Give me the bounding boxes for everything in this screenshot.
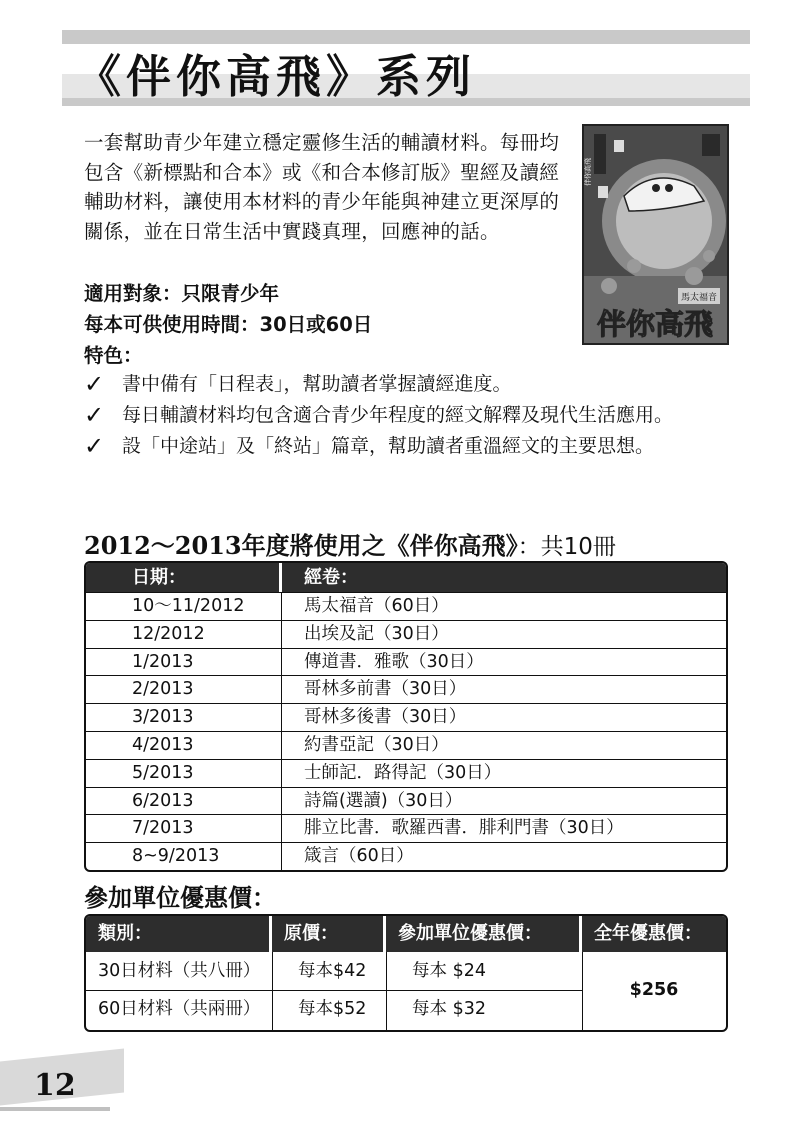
- table-row: [86, 592, 726, 620]
- cover-illustration: [584, 126, 727, 343]
- schedule-date: 10～11/2012: [86, 593, 282, 620]
- price-original: 每本$42: [298, 961, 367, 981]
- schedule-book: 箴言（60日）: [304, 846, 414, 867]
- schedule-title-text: 2012～2013年度將使用之《伴你高飛》: [84, 531, 518, 560]
- page-number: 12: [34, 1068, 76, 1103]
- book-cover-image: [582, 124, 729, 345]
- schedule-date: 4/2013: [86, 732, 282, 759]
- check-icon: ✓: [84, 370, 105, 398]
- schedule-book: 腓立比書．歌羅西書．腓利門書（30日）: [304, 818, 624, 839]
- schedule-book: 約書亞記（30日）: [304, 734, 449, 755]
- schedule-date: 1/2013: [86, 649, 282, 676]
- intro-paragraph: 一套幫助青少年建立穩定靈修生活的輔讀材料。每冊均包含《新標點和合本》或《和合本修訂版》聖經及讀經輔助材料，讓使用本材料的青少年能與神建立更深厚的關係，並在日常生活中實踐真理，回應神的話。: [84, 131, 560, 243]
- feature-item: [84, 370, 734, 399]
- audience-line: 適用對象：只限青少年: [84, 282, 280, 305]
- schedule-header-book: 經卷：: [304, 567, 358, 588]
- cover-title: 伴你高飛: [596, 307, 714, 341]
- feature-text: 每日輔讀材料均包含適合青少年程度的經文解釋及現代生活應用。: [122, 404, 674, 426]
- schedule-table: [84, 561, 728, 872]
- schedule-book: 傳道書．雅歌（30日）: [304, 651, 484, 672]
- schedule-book: 出埃及記（30日）: [304, 623, 449, 644]
- price-category: 30日材料（共八冊）: [98, 961, 261, 981]
- table-row: [86, 759, 726, 787]
- feature-item: [84, 432, 734, 461]
- schedule-book: 哥林多後書（30日）: [304, 707, 467, 728]
- feature-text: 書中備有「日程表」，幫助讀者掌握讀經進度。: [122, 373, 512, 395]
- features-label: 特色：: [84, 344, 143, 367]
- check-icon: ✓: [84, 432, 105, 460]
- schedule-header-row: [86, 563, 726, 592]
- schedule-title: [84, 526, 616, 561]
- table-row: [86, 620, 726, 648]
- price-original: 每本$52: [298, 999, 367, 1019]
- schedule-date: 7/2013: [86, 815, 282, 842]
- table-row: [86, 731, 726, 759]
- column-divider: [386, 952, 387, 1030]
- feature-text: 設「中途站」及「終站」篇章，幫助讀者重溫經文的主要思想。: [122, 435, 655, 457]
- price-header-category: 類別：: [86, 916, 272, 952]
- annual-price: $256: [629, 980, 679, 1000]
- table-row: [86, 648, 726, 676]
- price-category: 60日材料（共兩冊）: [98, 999, 261, 1019]
- table-row: [86, 814, 726, 842]
- table-row: [86, 787, 726, 815]
- check-icon: ✓: [84, 401, 105, 429]
- schedule-date: 2/2013: [86, 676, 282, 703]
- price-member: 每本 $24: [412, 961, 486, 981]
- schedule-date: 8~9/2013: [86, 843, 282, 870]
- features-list: [84, 370, 734, 463]
- price-member: 每本 $32: [412, 999, 486, 1019]
- price-header-original: 原價：: [272, 916, 386, 952]
- feature-item: [84, 401, 734, 430]
- page-title: 《伴你高飛》系列: [76, 50, 477, 103]
- price-header-annual: 全年優惠價：: [582, 916, 726, 952]
- schedule-book: 詩篇(選讀)（30日）: [304, 790, 463, 811]
- table-row: [86, 675, 726, 703]
- schedule-date: 3/2013: [86, 704, 282, 731]
- schedule-header-date: 日期：: [86, 563, 282, 592]
- page-number-underline: [0, 1107, 110, 1111]
- schedule-date: 6/2013: [86, 788, 282, 815]
- schedule-book: 馬太福音（60日）: [304, 596, 449, 616]
- column-divider: [272, 952, 273, 1030]
- price-title: 參加單位優惠價：: [84, 883, 276, 912]
- schedule-book: 士師記．路得記（30日）: [304, 762, 502, 783]
- schedule-date: 5/2013: [86, 760, 282, 787]
- price-table: [84, 914, 728, 1032]
- schedule-book: 哥林多前書（30日）: [304, 679, 467, 700]
- table-row: [86, 842, 726, 870]
- cover-series-label: 伴你高飛: [584, 158, 592, 186]
- price-header-member: 參加單位優惠價：: [386, 916, 582, 952]
- cover-book-label: 馬太福音: [680, 293, 718, 303]
- schedule-count: ：共10冊: [517, 534, 616, 560]
- table-row: [86, 703, 726, 731]
- schedule-date: 12/2012: [86, 621, 282, 648]
- usage-time-line: 每本可供使用時間：30日或60日: [84, 313, 373, 336]
